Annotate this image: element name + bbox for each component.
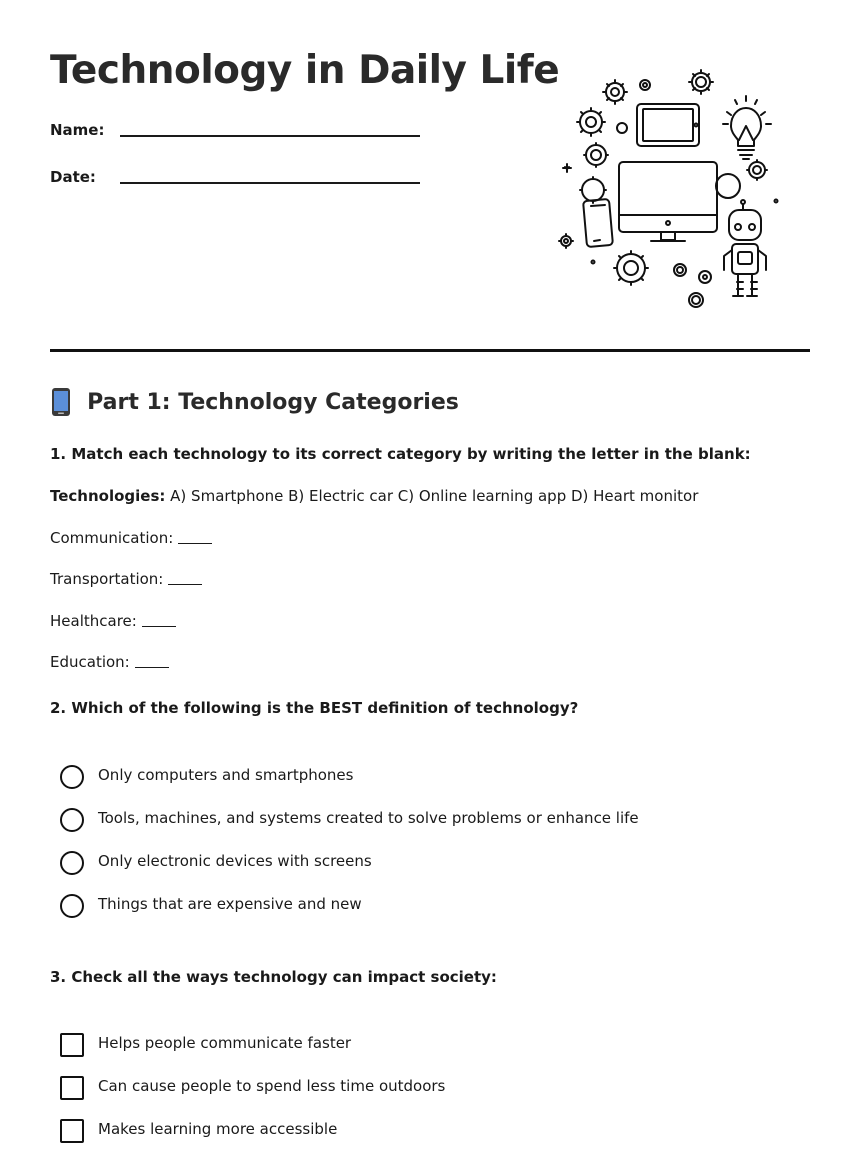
date-field xyxy=(50,168,430,198)
radio-option-label: Things that are expensive and new xyxy=(98,895,362,913)
section-heading-part1 xyxy=(50,387,459,421)
sparkle-icon xyxy=(563,164,571,172)
answer-blank[interactable] xyxy=(135,666,169,668)
checkbox[interactable] xyxy=(60,1033,84,1057)
radio-option-label: Only electronic devices with screens xyxy=(98,852,372,870)
gear-icon xyxy=(577,108,605,136)
radio-button[interactable] xyxy=(60,808,84,832)
gear-icon xyxy=(689,293,703,307)
answer-blank[interactable] xyxy=(142,625,176,627)
dot-icon xyxy=(592,261,595,264)
answer-blank[interactable] xyxy=(168,583,202,585)
gear-icon xyxy=(747,160,767,180)
radio-button[interactable] xyxy=(60,851,84,875)
category-line-healthcare xyxy=(50,612,176,630)
question-3-prompt: 3. Check all the ways technology can impact society: xyxy=(50,968,497,986)
category-label: Healthcare: xyxy=(50,612,137,630)
answer-blank[interactable] xyxy=(178,542,212,544)
checkbox-option-label: Helps people communicate faster xyxy=(98,1034,352,1052)
smartphone-icon xyxy=(583,199,613,247)
date-blank-line[interactable] xyxy=(120,182,420,184)
technologies-label: Technologies: xyxy=(50,487,166,505)
name-label: Name: xyxy=(50,121,105,139)
category-line-communication xyxy=(50,529,212,547)
name-blank-line[interactable] xyxy=(120,135,420,137)
dot-icon xyxy=(775,200,778,203)
worksheet-title: Technology in Daily Life xyxy=(50,48,560,93)
radio-button[interactable] xyxy=(60,765,84,789)
worksheet-page xyxy=(50,0,810,1161)
category-line-transportation xyxy=(50,570,202,588)
radio-option-label: Only computers and smartphones xyxy=(98,766,354,784)
section-heading-text: Part 1: Technology Categories xyxy=(87,389,459,415)
technologies-options: A) Smartphone B) Electric car C) Online learning app D) Heart monitor xyxy=(165,487,699,505)
category-label: Communication: xyxy=(50,529,174,547)
checkbox[interactable] xyxy=(60,1076,84,1100)
radio-option-label: Tools, machines, and systems created to solve problems or enhance life xyxy=(98,809,639,827)
name-field xyxy=(50,121,430,151)
category-label: Transportation: xyxy=(50,570,164,588)
technologies-list xyxy=(50,487,698,505)
robot-icon xyxy=(724,200,766,296)
header-divider xyxy=(50,349,810,352)
tablet-icon xyxy=(637,104,699,146)
technology-illustration xyxy=(555,60,785,315)
lightbulb-icon xyxy=(723,96,771,159)
checkbox[interactable] xyxy=(60,1119,84,1143)
gear-icon xyxy=(716,174,740,198)
gear-icon xyxy=(699,271,711,283)
date-label: Date: xyxy=(50,168,96,186)
gear-icon xyxy=(559,234,573,248)
mobile-phone-icon xyxy=(50,387,72,417)
checkbox-option-label: Makes learning more accessible xyxy=(98,1120,338,1138)
gear-icon xyxy=(640,80,650,90)
gear-icon xyxy=(617,123,627,133)
question-1-prompt: 1. Match each technology to its correct category by writing the letter in the blank: xyxy=(50,445,751,463)
category-label: Education: xyxy=(50,653,130,671)
checkbox-option-label: Can cause people to spend less time outdoors xyxy=(98,1077,446,1095)
category-line-education xyxy=(50,653,169,671)
monitor-icon xyxy=(619,162,717,241)
gear-icon xyxy=(689,70,713,94)
gear-icon xyxy=(603,80,627,104)
gear-icon xyxy=(584,143,608,167)
question-2-prompt: 2. Which of the following is the BEST definition of technology? xyxy=(50,699,579,717)
gear-icon xyxy=(674,264,686,276)
radio-button[interactable] xyxy=(60,894,84,918)
gear-icon xyxy=(614,251,648,285)
